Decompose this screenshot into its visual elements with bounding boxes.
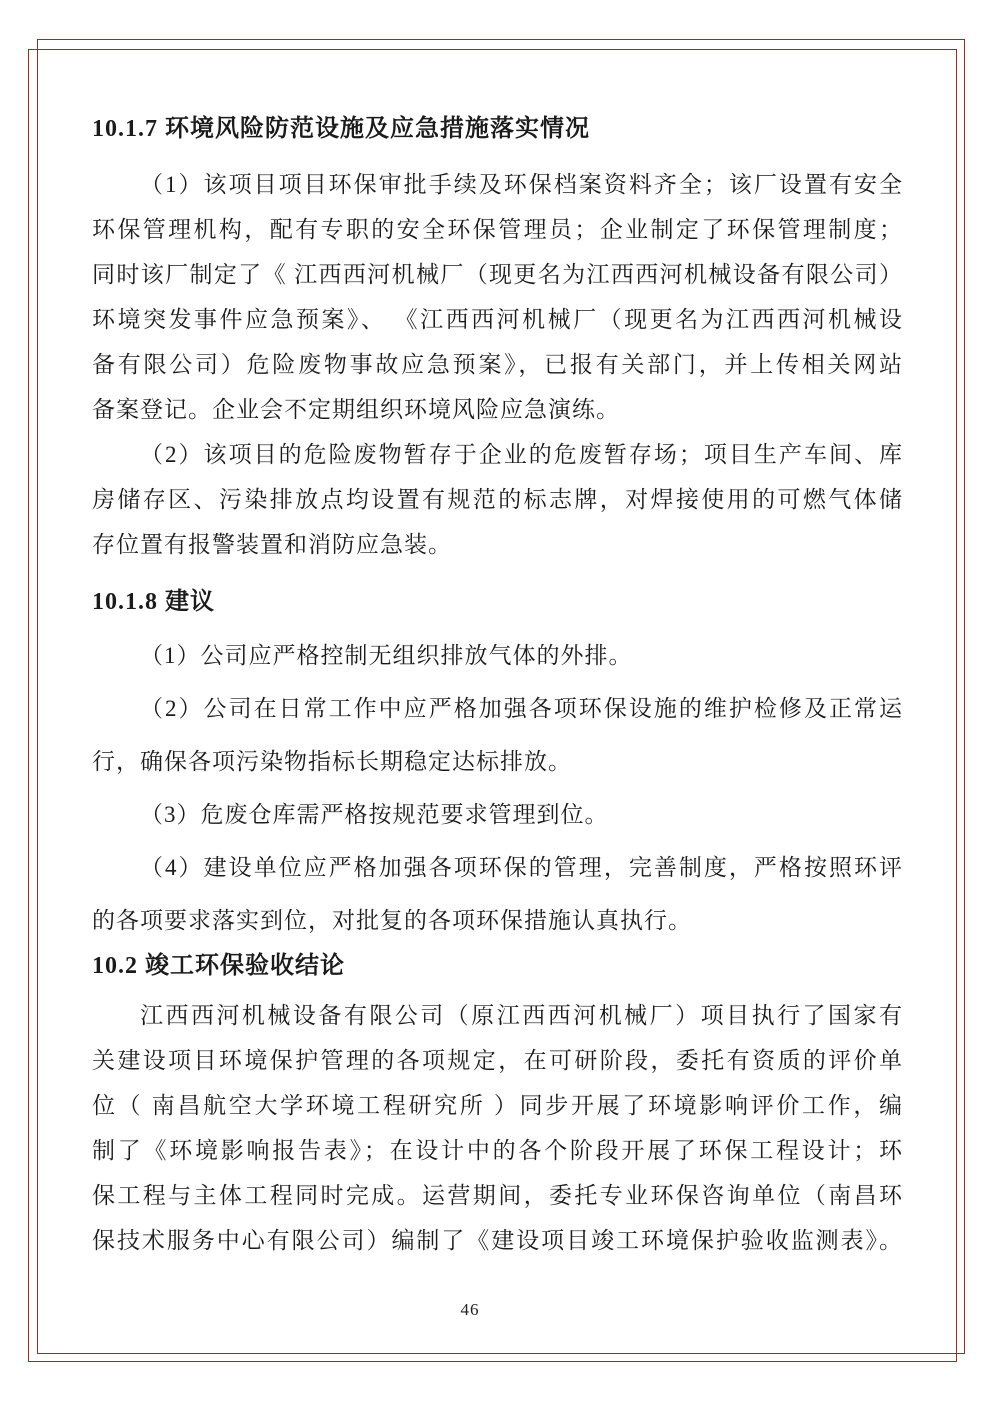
paragraph-line: （3）危废仓库需严格按规范要求管理到位。 (140, 802, 609, 827)
section-heading: 10.1.7 环境风险防范设施及应急措施落实情况 (92, 116, 590, 142)
paragraph-line: 行，确保各项污染物指标长期稳定达标排放。 (92, 749, 572, 774)
paragraph-line: 环境突发事件应急预案》、 《江西西河机械厂（现更名为江西西河机械设 (92, 307, 903, 332)
paragraph-line: 位（ 南昌航空大学环境工程研究所 ）同步开展了环境影响评价工作，编 (92, 1093, 903, 1118)
paragraph (92, 788, 903, 841)
paragraph (92, 682, 903, 788)
section-heading: 10.1.8 建议 (92, 589, 215, 615)
paragraph-line: 同时该厂制定了《 江西西河机械厂（现更名为江西西河机械设备有限公司） (92, 262, 903, 287)
section-10.2 (92, 949, 903, 1263)
paragraph-line: 房储存区、污染排放点均设置有规范的标志牌，对焊接使用的可燃气体储 (92, 487, 903, 512)
paragraph-line: 保工程与主体工程同时完成。运营期间，委托专业环保咨询单位（南昌环 (92, 1183, 903, 1208)
paragraph-line: （2）公司在日常工作中应严格加强各项环保设施的维护检修及正常运 (140, 696, 903, 721)
paragraph (92, 629, 903, 682)
paragraph (92, 841, 903, 947)
paragraph-line: （2）该项目的危险废物暂存于企业的危废暂存场；项目生产车间、库 (140, 442, 903, 467)
content (92, 112, 903, 1263)
section-10.1.7 (92, 112, 903, 567)
section-heading: 10.2 竣工环保验收结论 (92, 953, 345, 979)
paragraph (92, 993, 903, 1263)
paragraph-line: （1）该项目项目环保审批手续及环保档案资料齐全；该厂设置有安全 (140, 172, 903, 197)
paragraph-line: 的各项要求落实到位，对批复的各项环保措施认真执行。 (92, 908, 692, 933)
paragraph-line: 存位置有报警装置和消防应急装。 (92, 532, 452, 557)
paragraph (92, 432, 903, 567)
paragraph-line: 江西西河机械设备有限公司（原江西西河机械厂）项目执行了国家有 (140, 1003, 903, 1028)
page-number: 46 (460, 1300, 480, 1319)
paragraph-line: 备有限公司）危险废物事故应急预案》，已报有关部门，并上传相关网站 (92, 352, 903, 377)
paragraph-line: （4）建设单位应严格加强各项环保的管理，完善制度，严格按照环评 (140, 855, 903, 880)
paragraph-line: 关建设项目环境保护管理的各项规定，在可研阶段，委托有资质的评价单 (92, 1048, 903, 1073)
paragraph-line: （1）公司应严格控制无组织排放气体的外排。 (140, 643, 633, 668)
paragraph-line: 制了《环境影响报告表》；在设计中的各个阶段开展了环保工程设计；环 (92, 1138, 903, 1163)
paragraph-line: 保技术服务中心有限公司）编制了《建设项目竣工环境保护验收监测表》。 (92, 1228, 903, 1253)
section-10.1.8 (92, 585, 903, 947)
paragraph (92, 162, 903, 432)
paragraph-line: 备案登记。企业会不定期组织环境风险应急演练。 (92, 397, 620, 422)
paragraph-line: 环保管理机构，配有专职的安全环保管理员；企业制定了环保管理制度； (92, 217, 903, 242)
